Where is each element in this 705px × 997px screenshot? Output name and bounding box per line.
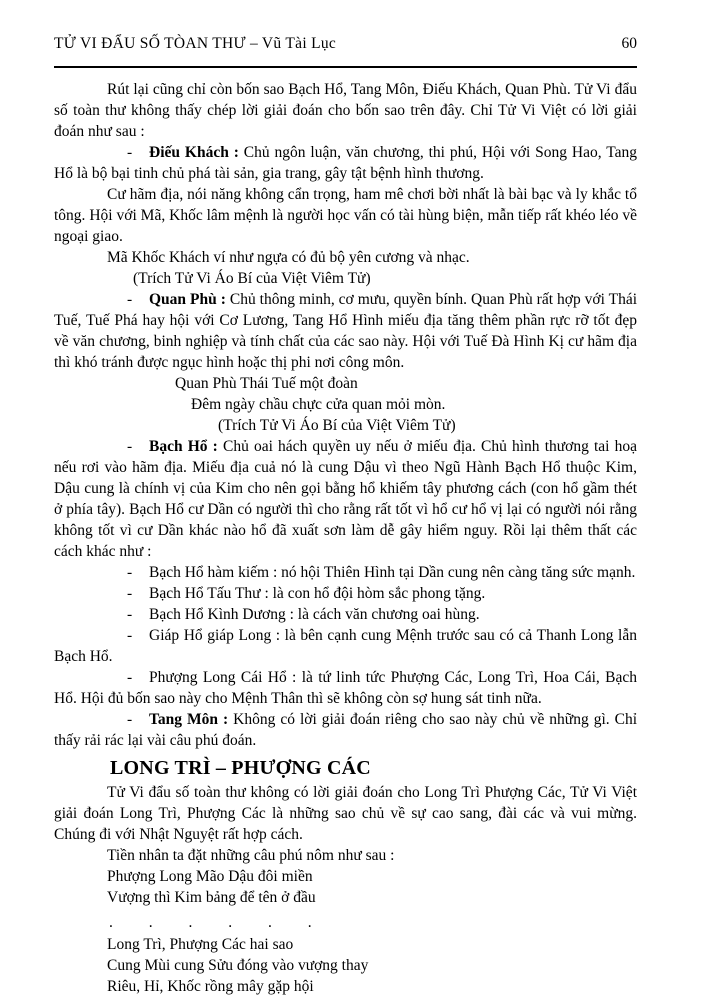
verse-line: Vượng thì Kim bảng để tên ở đầu — [107, 889, 316, 906]
bullet-dash: - — [127, 438, 133, 455]
paragraph-cu-ham: Cư hãm địa, nói năng không cẩn trọng, ham mê chơi bời nhất là bài bạc và ly khắc tổ tông. Hội với Mã, Khốc lâm mệnh là người học vấn có tài hùng biện, mẫn tiếp rất khéo léo về ngoại giao. — [54, 186, 637, 245]
case-text: Phượng Long Cái Hổ : là tứ linh tức Phượng Các, Long Trì, Hoa Cái, Bạch Hổ. Hội đủ bốn sao này cho Mệnh Thân thì sẽ không còn sợ hung sát tinh nữa. — [54, 669, 637, 707]
star-label-dieu-khach: Điếu Khách : — [149, 144, 239, 161]
header-rule — [54, 66, 637, 68]
citation-line-1: (Trích Tử Vi Áo Bí của Việt Viêm Tử) — [133, 270, 371, 287]
paragraph-intro: Rút lại cũng chỉ còn bốn sao Bạch Hổ, Tang Môn, Điếu Khách, Quan Phù. Tử Vi đẩu số toàn thư không thấy chép lời giải đoán cho bốn sao trên đây. Chỉ Tử Vi Việt có lời giải đoán như sau : — [54, 81, 637, 140]
bullet-dash: - — [127, 711, 133, 728]
paragraph-verse-intro: Tiền nhân ta đặt những câu phú nôm như sau : — [107, 847, 395, 864]
verse-line: Quan Phù Thái Tuế một đoàn — [175, 375, 358, 392]
verse-line: Long Trì, Phượng Các hai sao — [107, 936, 294, 953]
verse-line: Phượng Long Mão Dậu đôi miền — [107, 868, 313, 885]
case-text: Bạch Hổ Tấu Thư : là con hổ đội hòm sắc phong tặng. — [149, 585, 486, 602]
bullet-dash: - — [127, 669, 133, 686]
list-item-bach-ho-case — [54, 604, 637, 625]
ellipsis-separator: . . . . . . — [109, 914, 312, 931]
star-label-bach-ho: Bạch Hổ : — [149, 438, 218, 455]
star-text-dieu-khach: Chủ ngôn luận, văn chương, thi phú, Hội với Song Hao, Tang Hổ là bộ bại tinh chủ phá tài sản, gia trang, gây tật bệnh hình thương. — [54, 144, 637, 182]
case-text: Bạch Hổ Kình Dương : là cách văn chương oai hùng. — [149, 606, 480, 623]
star-label-quan-phu: Quan Phù : — [149, 291, 226, 308]
verse-line: Riêu, Hỉ, Khốc rồng mây gặp hội — [107, 978, 314, 995]
paragraph-long-tri: Tử Vi đẩu số toàn thư không có lời giải đoán cho Long Trì Phượng Các, Tử Vi Việt giải đoán Long Trì, Phượng Các là những sao chủ về sự cao sang, đài các và vui mừng. Chúng đi với Nhật Nguyệt rất hợp cách. — [54, 784, 637, 843]
star-text-tang-mon: Không có lời giải đoán riêng cho sao này chủ về những gì. Chỉ thấy rải rác lại vài câu phú đoán. — [54, 711, 638, 749]
paragraph-quan-phu — [54, 289, 637, 373]
bullet-dash: - — [127, 564, 133, 581]
star-text-quan-phu: Chủ thông minh, cơ mưu, quyền bính. Quan Phù rất hợp với Thái Tuế, Tuế Phá hay hội với Cơ Lương, Tang Hổ Hình miếu địa tăng thêm phần rực rỡ tốt đẹp về văn chương, binh nghiệp và tính chất của các sao này. Hội với Tuế Đà Hình Kị cư hãm địa thì khó tránh được ngục hình hoặc thị phi nơi công môn. — [54, 291, 638, 371]
bullet-dash: - — [127, 291, 133, 308]
paragraph-ma-khoc: Mã Khốc Khách ví như ngựa có đủ bộ yên cương và nhạc. — [107, 249, 470, 266]
paragraph-tang-mon — [54, 709, 637, 751]
bullet-dash: - — [127, 144, 133, 161]
bullet-dash: - — [127, 606, 133, 623]
star-label-tang-mon: Tang Môn : — [149, 711, 229, 728]
case-text: Giáp Hổ giáp Long : là bên cạnh cung Mệnh trước sau có cả Thanh Long lẫn Bạch Hổ. — [54, 627, 637, 665]
bullet-dash: - — [127, 585, 133, 602]
list-item-bach-ho-case — [54, 667, 637, 709]
star-text-bach-ho: Chủ oai hách quyền uy nếu ở miếu địa. Chủ hình thương tai hoạ nếu rơi vào hãm địa. Miếu địa cuả nó là cung Dậu vì theo Ngũ Hành Bạch Hổ thuộc Kim, Dậu cung là chính vị của Kim cho nên gọi bằng hổ khiếm tây phương cách (con hổ gầm thét ở phía tây). Bạch Hổ cư Dần có người thì cho rằng rất tốt vì hổ cư hổ vị lại có người nói rằng không tốt vì cư Dần khác nào hổ đã xuất sơn làm dễ gây hiểm nguy. Rồi lại thêm thất các cách khác như : — [54, 438, 638, 560]
bullet-dash: - — [127, 627, 133, 644]
verse-line: Cung Mùi cung Sửu đóng vào vượng thay — [107, 957, 369, 974]
paragraph-bach-ho — [54, 436, 637, 562]
list-item-bach-ho-case — [54, 562, 637, 583]
list-item-bach-ho-case — [54, 625, 637, 667]
running-title: TỬ VI ĐẨU SỐ TÒAN THƯ – Vũ Tài Lục — [54, 35, 337, 52]
case-text: Bạch Hổ hàm kiếm : nó hội Thiên Hình tại Dần cung nên càng tăng sức mạnh. — [149, 564, 636, 581]
citation-line-2: (Trích Tử Vi Áo Bí của Việt Viêm Tử) — [218, 417, 456, 434]
page-header — [54, 34, 637, 53]
list-item-bach-ho-case — [54, 583, 637, 604]
page-number: 60 — [621, 35, 637, 52]
paragraph-dieu-khach — [54, 142, 637, 184]
verse-line: Đêm ngày chầu chực cửa quan mỏi mòn. — [191, 396, 446, 413]
section-heading: LONG TRÌ – PHƯỢNG CÁC — [110, 757, 371, 779]
